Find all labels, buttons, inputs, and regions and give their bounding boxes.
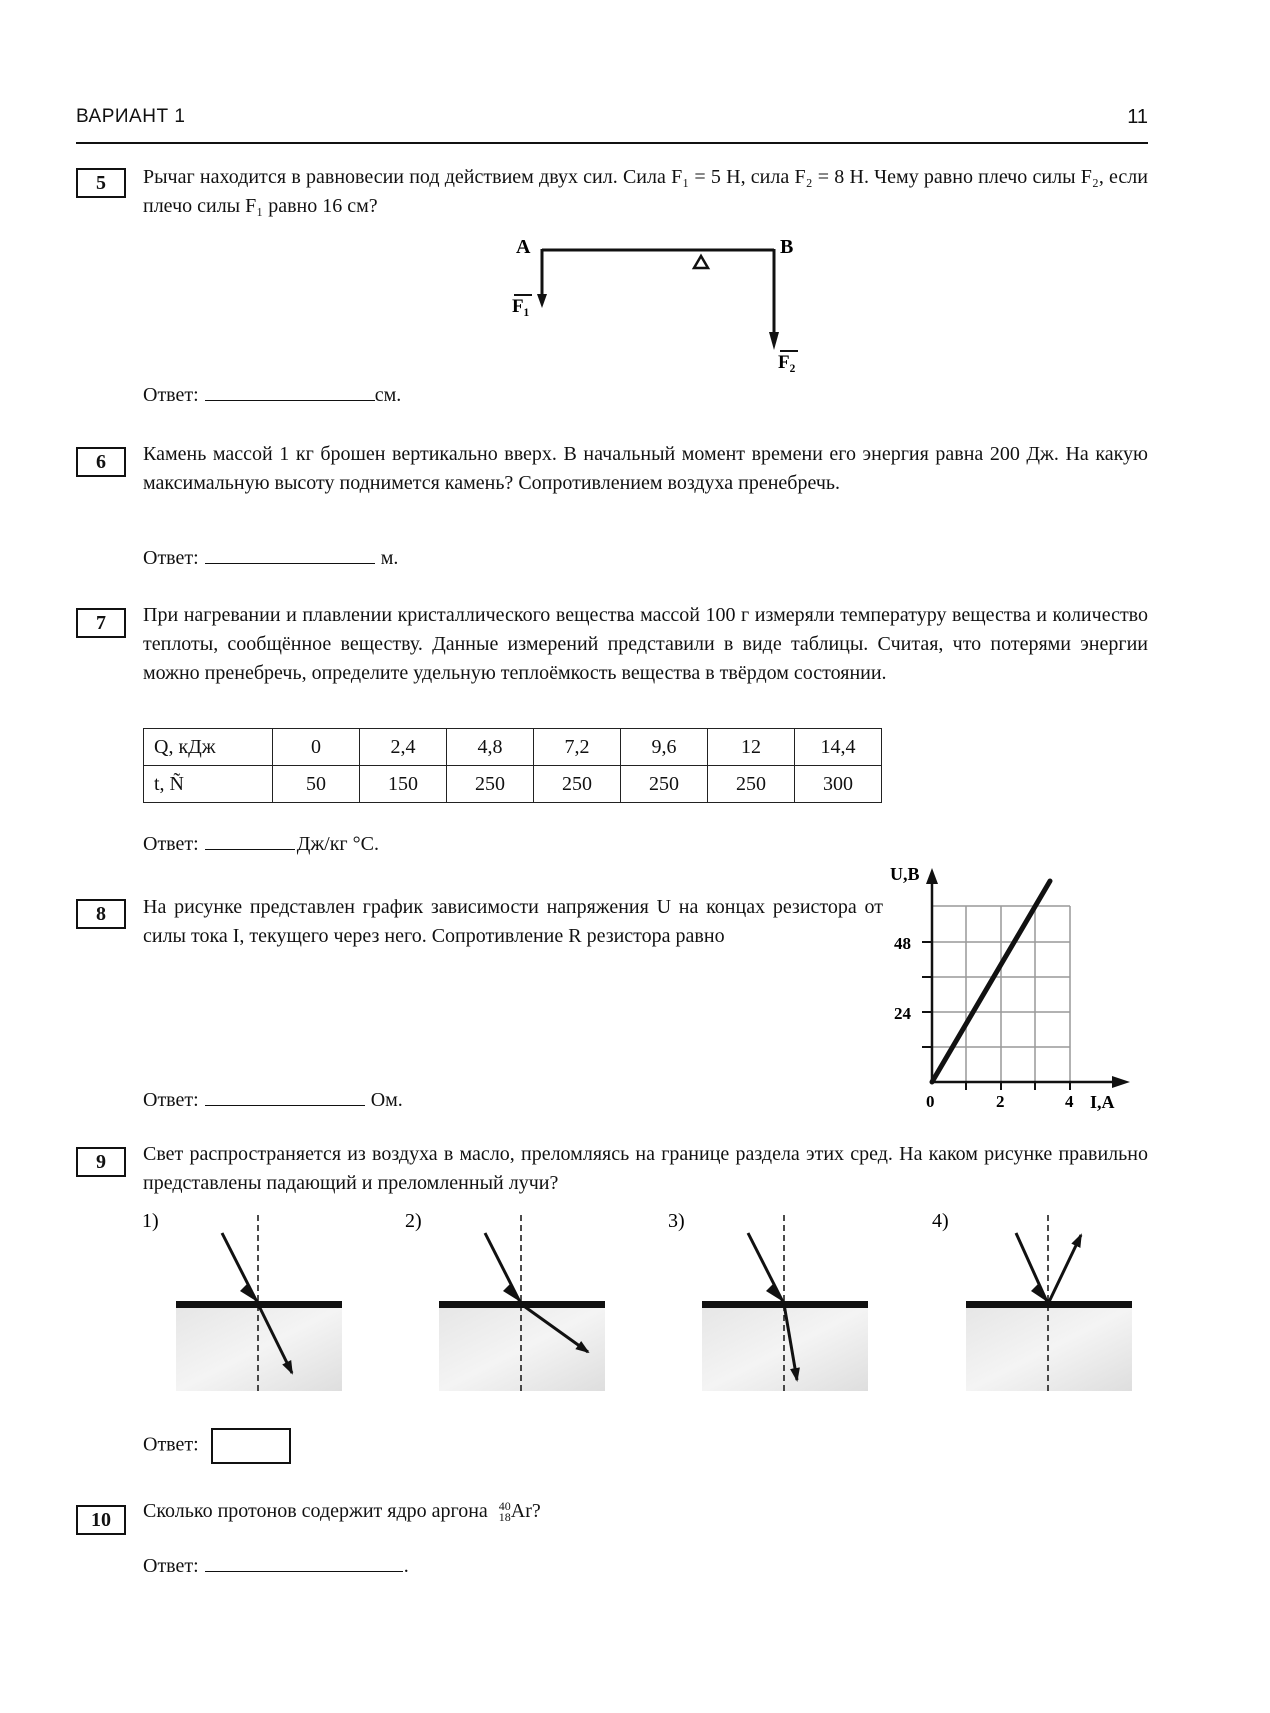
x-axis-label: I,A xyxy=(1090,1092,1115,1112)
question-7-text: При нагревании и плавлении кристаллического вещества массой 100 г измеряли температуру вещества и количество теплоты, сообщённое веществу. Данные измерений представили в виде таблицы. Считая, что потерями энергии можно пренебречь, определите удельную теплоёмкость вещества в твёрдом состоянии. xyxy=(143,604,1148,684)
question-10-text: Сколько протонов содержит ядро аргона 40 18 Ar? xyxy=(143,1499,541,1525)
isotope-numbers: 40 18 xyxy=(498,1499,511,1525)
question-number-8: 8 xyxy=(76,899,126,929)
chart-line xyxy=(932,881,1050,1082)
answer-9-box[interactable] xyxy=(211,1428,291,1464)
question-number-7: 7 xyxy=(76,608,126,638)
row-header-q: Q, кДж xyxy=(144,729,273,766)
x-tick-0: 0 xyxy=(926,1092,935,1111)
table-row: t, Ñ 50 150 250 250 250 250 300 xyxy=(144,766,882,803)
force-f2-label: F₂ xyxy=(778,352,796,373)
option-4[interactable] xyxy=(932,1210,1132,1395)
isotope-symbol: Ar xyxy=(510,1500,532,1522)
page-header xyxy=(76,100,1148,144)
answer-7: Ответ: Дж/кг °С. xyxy=(143,833,379,855)
chart-grid xyxy=(932,906,1070,1082)
lever-diagram xyxy=(500,232,820,382)
fulcrum-icon xyxy=(694,256,708,268)
option-3-label: 3) xyxy=(668,1210,685,1232)
question-5-text: Рычаг находится в равновесии под действием двух сил. Сила F₁ = 5 Н, сила F₂ = 8 Н. Чему равно плечо силы F₂, если плечо силы F₁ равно 16 см? xyxy=(143,166,1148,217)
answer-7-field[interactable] xyxy=(205,831,295,850)
answer-9: Ответ: xyxy=(143,1428,291,1464)
option-1-label: 1) xyxy=(142,1210,159,1232)
question-number-5: 5 xyxy=(76,168,126,198)
y-tick-24: 24 xyxy=(894,1004,911,1023)
answer-6: Ответ: м. xyxy=(143,547,399,569)
question-number-6: 6 xyxy=(76,447,126,477)
data-table xyxy=(143,728,882,803)
answer-5: Ответ: см. xyxy=(143,384,402,406)
option-2[interactable] xyxy=(405,1210,605,1395)
question-8-text: На рисунке представлен график зависимости напряжения U на концах резистора от силы тока I, текущего через него. Сопротивление R резистора равно xyxy=(143,896,883,947)
answer-6-field[interactable] xyxy=(205,545,375,564)
y-axis-label: U,B xyxy=(890,864,920,884)
option-1[interactable] xyxy=(142,1210,342,1395)
answer-5-field[interactable] xyxy=(205,382,375,401)
label-a: A xyxy=(516,236,531,258)
x-tick-2: 2 xyxy=(996,1092,1005,1111)
question-number-9: 9 xyxy=(76,1147,126,1177)
label-b: B xyxy=(780,236,794,258)
answer-8-field[interactable] xyxy=(205,1087,365,1106)
answer-10-field[interactable] xyxy=(205,1553,403,1572)
page-number: 11 xyxy=(1127,106,1148,128)
y-tick-48: 48 xyxy=(894,934,911,953)
question-number-10: 10 xyxy=(76,1505,126,1535)
option-4-label: 4) xyxy=(932,1210,949,1232)
force-f1-label: F₁ xyxy=(512,296,530,317)
answer-8: Ответ: Ом. xyxy=(143,1089,403,1111)
x-tick-4: 4 xyxy=(1065,1092,1074,1111)
row-header-t: t, Ñ xyxy=(144,766,273,803)
voltage-current-chart xyxy=(890,860,1160,1120)
question-6-text: Камень массой 1 кг брошен вертикально вверх. В начальный момент времени его энергия равна 200 Дж. На какую максимальную высоту поднимется камень? Сопротивлением воздуха пренебречь. xyxy=(143,443,1148,494)
answer-10: Ответ: . xyxy=(143,1555,409,1577)
question-9-text: Свет распространяется из воздуха в масло, преломляясь на границе раздела этих сред. На каком рисунке правильно представлены падающий и преломленный лучи? xyxy=(143,1143,1148,1194)
refraction-options xyxy=(130,1205,1150,1405)
table-row: Q, кДж 0 2,4 4,8 7,2 9,6 12 14,4 xyxy=(144,729,882,766)
option-2-label: 2) xyxy=(405,1210,422,1232)
option-3[interactable] xyxy=(668,1210,868,1395)
variant-title: ВАРИАНТ 1 xyxy=(76,106,186,127)
